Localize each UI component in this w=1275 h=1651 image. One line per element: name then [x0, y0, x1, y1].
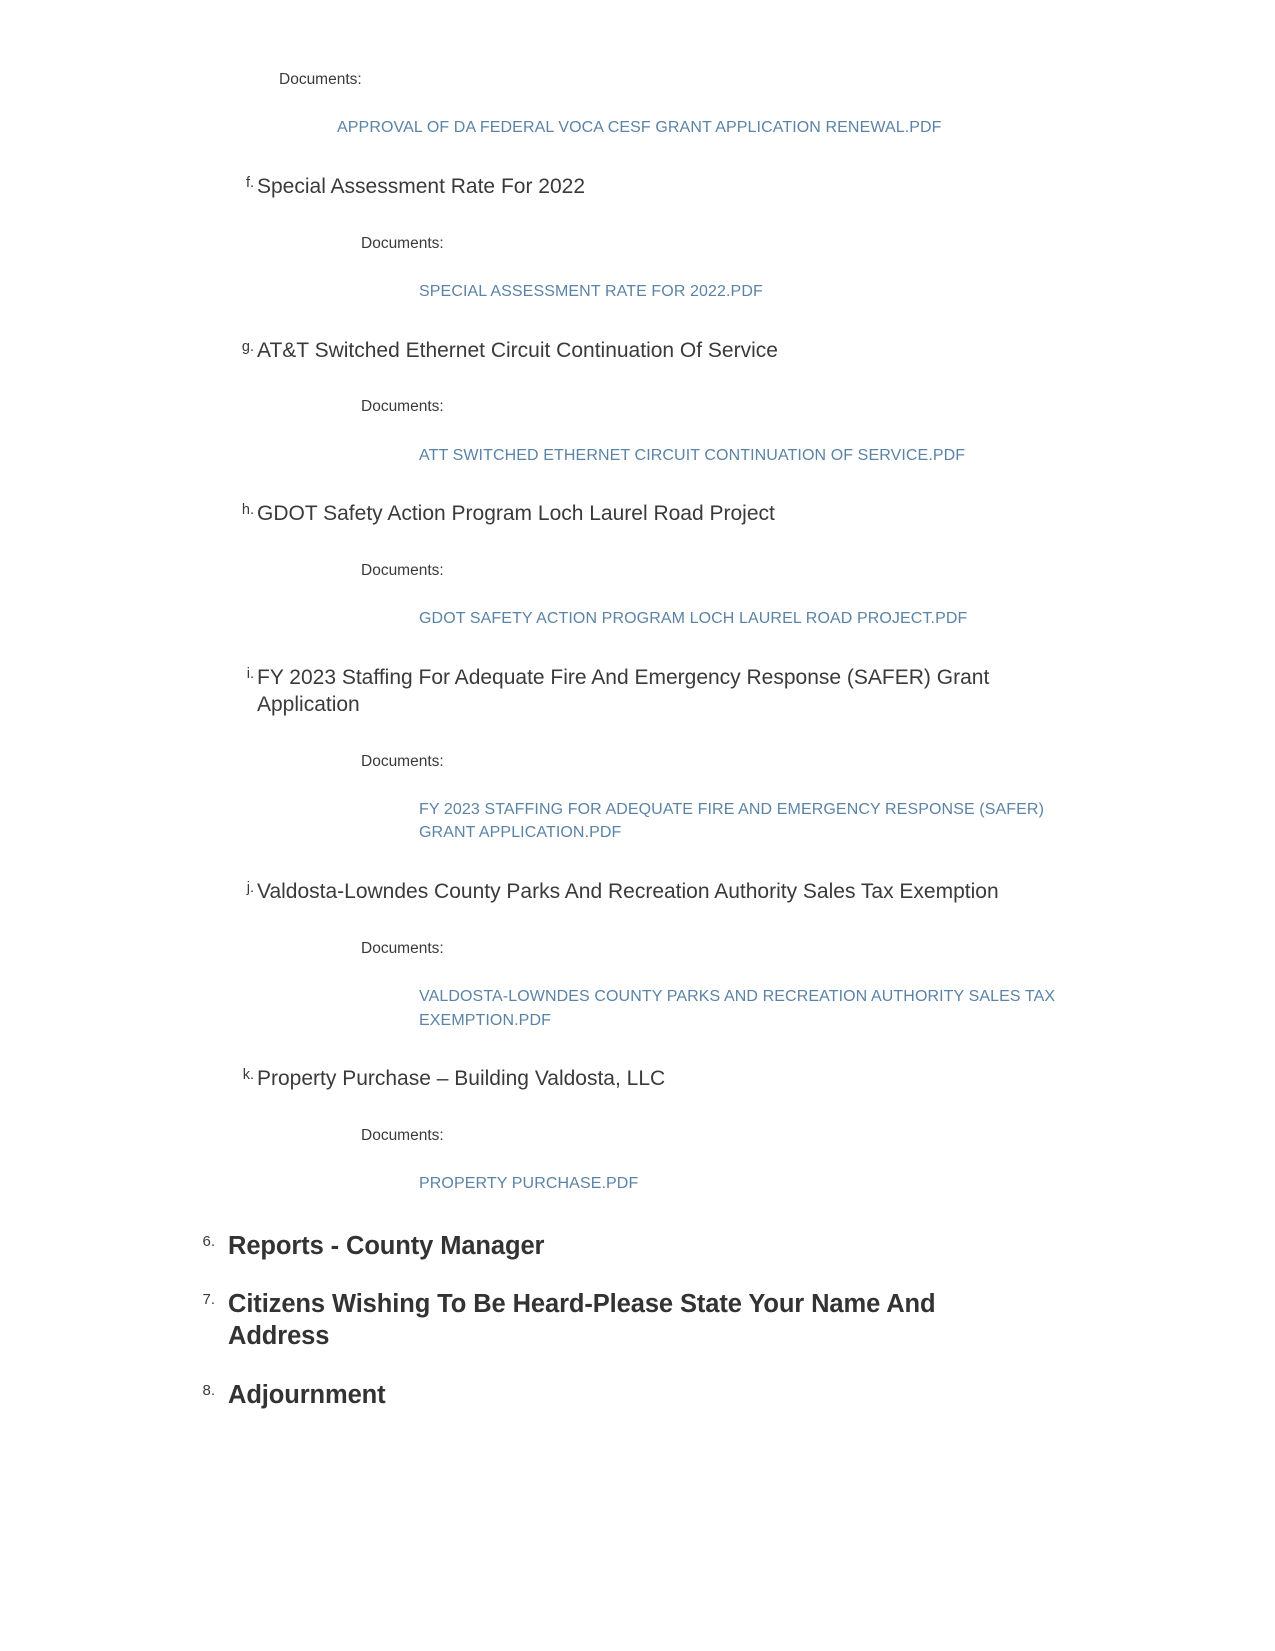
document-links-list [419, 280, 1099, 304]
document-link[interactable]: GDOT SAFETY ACTION PROGRAM LOCH LAUREL ROAD PROJECT.PDF [419, 610, 968, 628]
document-links-list [419, 607, 1099, 631]
spacer [228, 1353, 1100, 1379]
document-links-list [419, 798, 1099, 845]
spacer [228, 1262, 1100, 1288]
agenda-sub-item-title: AT&T Switched Ethernet Circuit Continuation Of Service [257, 338, 778, 362]
spacer [175, 140, 1100, 174]
spacer [257, 467, 1100, 501]
document-link[interactable]: SPECIAL ASSESSMENT RATE FOR 2022.PDF [419, 282, 763, 300]
spacer [257, 304, 1100, 338]
list-marker: g. [241, 338, 254, 355]
agenda-item-list [175, 1230, 1100, 1411]
list-marker: i. [246, 665, 254, 682]
list-marker: 6. [202, 1233, 215, 1251]
documents-label: Documents: [361, 234, 444, 252]
spacer [257, 1196, 1100, 1230]
agenda-sub-item-g [175, 338, 1100, 502]
agenda-sub-item-h [175, 501, 1100, 665]
documents-label: Documents: [361, 939, 444, 957]
documents-label: Documents: [361, 752, 444, 770]
spacer [257, 631, 1100, 665]
spacer [257, 1032, 1100, 1066]
documents-label: Documents: [279, 71, 362, 88]
agenda-item-title: Citizens Wishing To Be Heard-Please State Your Name And Address [228, 1290, 936, 1351]
document-links-list [337, 116, 1017, 140]
document-links-list [419, 444, 1099, 468]
agenda-sub-item-title: FY 2023 Staffing For Adequate Fire And Emergency Response (SAFER) Grant Application [257, 665, 990, 716]
document-link[interactable]: FY 2023 STAFFING FOR ADEQUATE FIRE AND EMERGENCY RESPONSE (SAFER) GRANT APPLICATION.PDF [419, 800, 1044, 842]
agenda-sub-item-k [175, 1066, 1100, 1230]
documents-label: Documents: [361, 562, 444, 580]
agenda-sub-item-i [175, 665, 1100, 879]
agenda-item-7 [175, 1288, 1100, 1378]
agenda-item-title: Reports - County Manager [228, 1232, 545, 1261]
document-link[interactable]: VALDOSTA-LOWNDES COUNTY PARKS AND RECREATION AUTHORITY SALES TAX EXEMPTION.PDF [419, 988, 1056, 1029]
agenda-item-8 [175, 1379, 1100, 1411]
documents-label: Documents: [361, 398, 444, 416]
list-marker: 8. [202, 1381, 215, 1399]
spacer [257, 845, 1100, 879]
document-link[interactable]: PROPERTY PURCHASE.PDF [419, 1175, 639, 1193]
agenda-sub-item-title: Valdosta-Lowndes County Parks And Recreation Authority Sales Tax Exemption [257, 880, 999, 904]
documents-label: Documents: [361, 1127, 444, 1145]
list-marker: h. [241, 502, 254, 519]
agenda-sub-item-title: Special Assessment Rate For 2022 [257, 174, 586, 198]
agenda-sub-item-f [175, 174, 1100, 338]
list-marker: f. [245, 174, 254, 191]
agenda-item-title: Adjournment [228, 1380, 386, 1409]
agenda-sub-item-documents-block [175, 70, 1100, 140]
agenda-sub-item-j [175, 879, 1100, 1066]
list-marker: 7. [202, 1291, 215, 1309]
list-marker: k. [242, 1067, 254, 1084]
document-links-list [419, 985, 1099, 1032]
list-marker: j. [246, 880, 254, 897]
agenda-sub-item-list [175, 174, 1100, 1230]
agenda-sub-item-title: Property Purchase – Building Valdosta, LLC [257, 1067, 666, 1091]
document-link[interactable]: APPROVAL OF DA FEDERAL VOCA CESF GRANT APPLICATION RENEWAL.PDF [337, 119, 942, 137]
agenda-item-6 [175, 1230, 1100, 1288]
document-links-list [419, 1172, 1099, 1196]
agenda-sub-item-title: GDOT Safety Action Program Loch Laurel Road Project [257, 502, 775, 526]
document-link[interactable]: ATT SWITCHED ETHERNET CIRCUIT CONTINUATION OF SERVICE.PDF [419, 446, 966, 464]
